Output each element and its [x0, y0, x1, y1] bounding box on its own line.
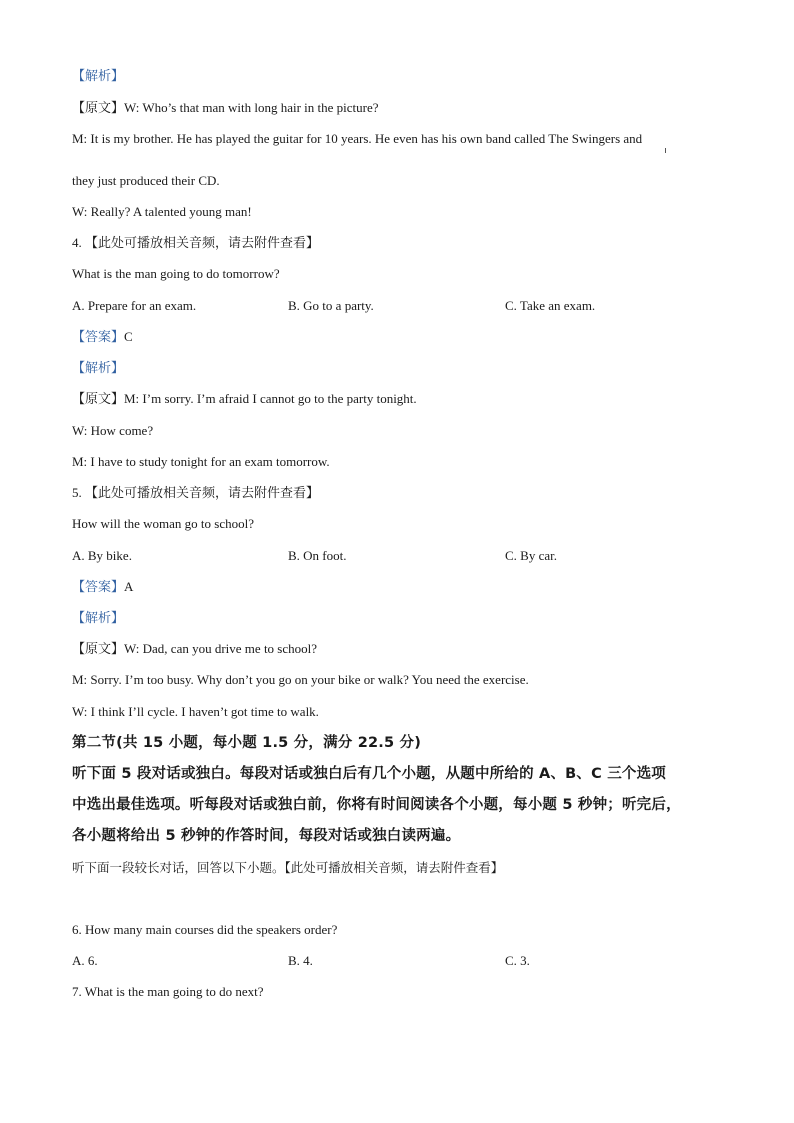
analysis-label: 【解析】 [72, 360, 125, 375]
section-heading: 第二节(共 15 小题，每小题 1.5 分，满分 22.5 分) [72, 735, 422, 751]
analysis-label: 【解析】 [72, 68, 125, 83]
option-a: A. Prepare for an exam. [72, 298, 197, 313]
question-text: 6. How many main courses did the speakers order? [72, 922, 338, 937]
transcript-line: M: Sorry. I’m too busy. Why don’t you go on your bike or walk? You need the exercise. [72, 672, 529, 687]
section-instruction: 听下面 5 段对话或独白。每段对话或独白后有几个小题，从题中所给的 A、B、C 三个选项 [72, 766, 666, 782]
sub-instruction: 听下面一段较长对话，回答以下小题。【此处可播放相关音频，请去附件查看】 [72, 860, 504, 875]
analysis-label: 【解析】 [72, 610, 125, 625]
question-prompt: 5. 【此处可播放相关音频，请去附件查看】 [72, 485, 320, 500]
question-prompt: 4. 【此处可播放相关音频，请去附件查看】 [72, 235, 320, 250]
transcript-line: 【原文】W: Dad, can you drive me to school? [72, 641, 318, 656]
stray-mark [665, 148, 666, 153]
question-text: How will the woman go to school? [72, 516, 254, 531]
transcript-line: M: I have to study tonight for an exam tomorrow. [72, 454, 330, 469]
answer-line [72, 579, 133, 595]
question-text: 7. What is the man going to do next? [72, 984, 264, 999]
transcript-line: 【原文】W: Who’s that man with long hair in the picture? [72, 100, 379, 115]
section-instruction: 各小题将给出 5 秒钟的作答时间，每段对话或独白读两遍。 [72, 828, 461, 844]
answer-line [72, 329, 133, 345]
answer-value: A [124, 579, 134, 594]
transcript-line: they just produced their CD. [72, 173, 220, 188]
transcript-line: 【原文】M: I’m sorry. I’m afraid I cannot go to the party tonight. [72, 391, 417, 406]
answer-label: 【答案】 [72, 329, 125, 344]
option-b: B. Go to a party. [288, 298, 374, 313]
option-c: C. Take an exam. [505, 298, 596, 313]
answer-value: C [124, 329, 133, 344]
option-c: C. 3. [505, 953, 530, 968]
option-a: A. 6. [72, 953, 98, 968]
transcript-line: W: Really? A talented young man! [72, 204, 252, 219]
transcript-line: W: I think I’ll cycle. I haven’t got time to walk. [72, 704, 319, 719]
transcript-line: M: It is my brother. He has played the guitar for 10 years. He even has his own band called The Swingers and [72, 131, 643, 146]
answer-label: 【答案】 [72, 579, 125, 594]
option-b: B. 4. [288, 953, 313, 968]
section-instruction: 中选出最佳选项。听每段对话或独白前，你将有时间阅读各个小题，每小题 5 秒钟；听完后， [72, 797, 681, 813]
transcript-line: W: How come? [72, 423, 154, 438]
option-a: A. By bike. [72, 548, 132, 563]
option-c: C. By car. [505, 548, 557, 563]
question-text: What is the man going to do tomorrow? [72, 266, 280, 281]
option-b: B. On foot. [288, 548, 347, 563]
